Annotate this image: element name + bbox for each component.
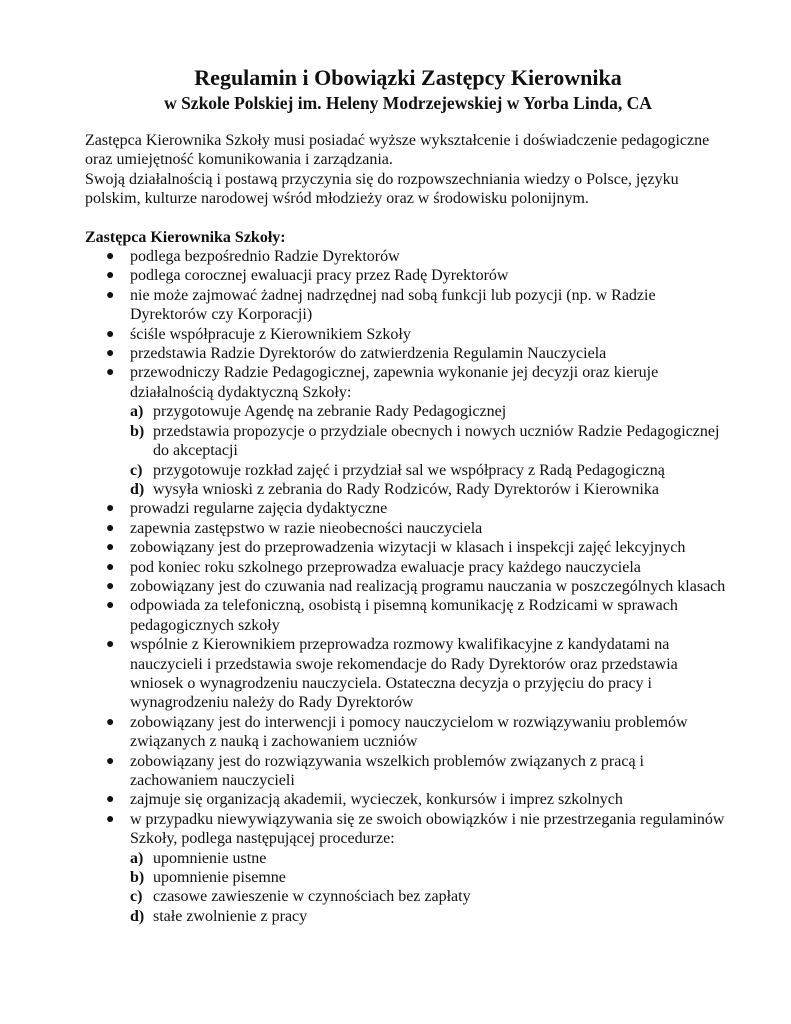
list-item <box>85 344 731 363</box>
bullet-icon: ● <box>106 287 115 303</box>
list-item-text: wspólnie z Kierownikiem przeprowadza rozmowy kwalifikacyjne z kandydatami na nauczycieli i przedstawia swoje rekomendacje do Rady Dyrektorów oraz przedstawia wniosek o wynagrodzeniu nauczyciela. Ostateczna decyzja o przyjęciu do pracy i wynagrodzeniu należy do Rady Dyrektorów <box>130 636 678 712</box>
sub-list-letter: c) <box>130 888 143 906</box>
list-item-text: pod koniec roku szkolnego przeprowadza ewaluacje pracy każdego nauczyciela <box>130 558 641 576</box>
list-item-text: nie może zajmować żadnej nadrzędnej nad sobą funkcji lub pozycji (np. w Radzie Dyrektorów czy Korporacji) <box>130 286 656 324</box>
sub-list-item <box>130 402 731 421</box>
list-item <box>85 286 731 325</box>
bullet-icon: ● <box>106 365 115 381</box>
intro-paragraph: Zastępca Kierownika Szkoły musi posiadać wyższe wykształcenie i doświadczenie pedagogiczne oraz umiejętność komunikowania i zarządzania. <box>85 132 710 169</box>
list-item <box>85 325 731 344</box>
sub-list-text: upomnienie pisemne <box>153 869 286 887</box>
bullet-icon: ● <box>106 559 115 575</box>
sub-list-item <box>130 849 731 868</box>
sub-list-item <box>130 887 731 906</box>
list-item <box>85 499 731 518</box>
list-item <box>85 538 731 557</box>
list-item <box>85 247 731 266</box>
list-item <box>85 810 731 926</box>
list-item-text: zobowiązany jest do czuwania nad realizacją programu nauczania w poszczególnych klasach <box>130 577 726 595</box>
section-heading: Zastępca Kierownika Szkoły: <box>85 228 286 246</box>
bullet-icon: ● <box>106 540 115 556</box>
bullet-icon: ● <box>106 326 115 342</box>
sub-list-letter: d) <box>130 907 145 925</box>
list-item <box>85 713 731 752</box>
list-item-text: podlega bezpośrednio Radzie Dyrektorów <box>130 248 400 266</box>
list-item <box>85 596 731 635</box>
list-item-text: prowadzi regularne zajęcia dydaktyczne <box>130 500 388 518</box>
sub-list-item <box>130 480 731 499</box>
sub-list-letter: b) <box>130 869 145 887</box>
list-item <box>85 266 731 285</box>
list-item-text: ściśle współpracuje z Kierownikiem Szkoły <box>130 325 411 343</box>
list-item-text: podlega corocznej ewaluacji pracy przez Radę Dyrektorów <box>130 267 509 285</box>
intro-paragraph: Swoją działalnością i postawą przyczynia się do rozpowszechniania wiedzy o Polsce, języku polskim, kulturze narodowej wśród młodzieży oraz w środowisku polonijnym. <box>85 170 679 208</box>
sub-list-item <box>130 422 731 461</box>
sub-list <box>130 402 731 499</box>
list-item-text: przedstawia Radzie Dyrektorów do zatwierdzenia Regulamin Nauczyciela <box>130 345 607 363</box>
bullet-icon: ● <box>106 346 115 362</box>
bullet-icon: ● <box>106 792 115 808</box>
list-item-text: odpowiada za telefoniczną, osobistą i pisemną komunikację z Rodzicami w sprawach pedagogicznych szkoły <box>130 597 678 634</box>
bullet-icon: ● <box>106 753 115 769</box>
sub-list-letter: a) <box>130 849 144 867</box>
sub-list <box>130 849 731 927</box>
sub-list-text: przygotowuje Agendę na zebranie Rady Pedagogicznej <box>153 403 507 421</box>
document-title: Regulamin i Obowiązki Zastępcy Kierownika <box>194 65 622 90</box>
list-item <box>85 577 731 596</box>
sub-list-text: upomnienie ustne <box>153 849 267 867</box>
list-item <box>85 558 731 577</box>
duties-list <box>85 247 731 926</box>
bullet-icon: ● <box>106 268 115 284</box>
list-item-text: zobowiązany jest do przeprowadzenia wizytacji w klasach i inspekcji zajęć lekcyjnych <box>130 539 686 557</box>
bullet-icon: ● <box>106 578 115 594</box>
sub-list-text: stałe zwolnienie z pracy <box>153 907 308 925</box>
list-item-text: w przypadku niewywiązywania się ze swoich obowiązków i nie przestrzegania regulaminów Szkoły, podlega następującej procedurze: <box>130 810 725 848</box>
list-item-text: zapewnia zastępstwo w razie nieobecności nauczyciela <box>130 519 483 537</box>
list-item <box>85 635 731 713</box>
sub-list-letter: c) <box>130 461 143 479</box>
bullet-icon: ● <box>106 520 115 536</box>
intro-section <box>85 131 731 209</box>
bullet-icon: ● <box>106 714 115 730</box>
sub-list-item <box>130 461 731 480</box>
list-item <box>85 363 731 499</box>
sub-list-text: przedstawia propozycje o przydziale obecnych i nowych uczniów Radzie Pedagogicznej do akceptacji <box>153 422 720 460</box>
list-item <box>85 519 731 538</box>
bullet-icon: ● <box>106 249 115 265</box>
bullet-icon: ● <box>106 811 115 827</box>
sub-list-letter: b) <box>130 422 145 440</box>
sub-list-letter: d) <box>130 480 145 498</box>
bullet-icon: ● <box>106 598 115 614</box>
sub-list-text: wysyła wnioski z zebrania do Rady Rodziców, Rady Dyrektorów i Kierownika <box>153 480 659 498</box>
list-item-text: zajmuje się organizacją akademii, wycieczek, konkursów i imprez szkolnych <box>130 791 623 809</box>
sub-list-item <box>130 868 731 887</box>
list-item-text: zobowiązany jest do rozwiązywania wszelkich problemów związanych z pracą i zachowaniem nauczycieli <box>130 752 644 789</box>
list-item-text: zobowiązany jest do interwencji i pomocy nauczycielom w rozwiązywaniu problemów związanych z nauką i zachowaniem uczniów <box>130 713 688 751</box>
list-item <box>85 790 731 809</box>
document-subtitle: w Szkole Polskiej im. Heleny Modrzejewskiej w Yorba Linda, CA <box>164 93 652 113</box>
bullet-icon: ● <box>106 637 115 653</box>
sub-list-text: czasowe zawieszenie w czynnościach bez zapłaty <box>153 888 471 906</box>
sub-list-item <box>130 907 731 926</box>
list-item <box>85 752 731 791</box>
sub-list-letter: a) <box>130 403 144 421</box>
list-item-text: przewodniczy Radzie Pedagogicznej, zapewnia wykonanie jej decyzji oraz kieruje działalnością dydaktyczną Szkoły: <box>130 364 659 401</box>
bullet-icon: ● <box>106 501 115 517</box>
sub-list-text: przygotowuje rozkład zajęć i przydział sal we współpracy z Radą Pedagogiczną <box>153 461 665 479</box>
